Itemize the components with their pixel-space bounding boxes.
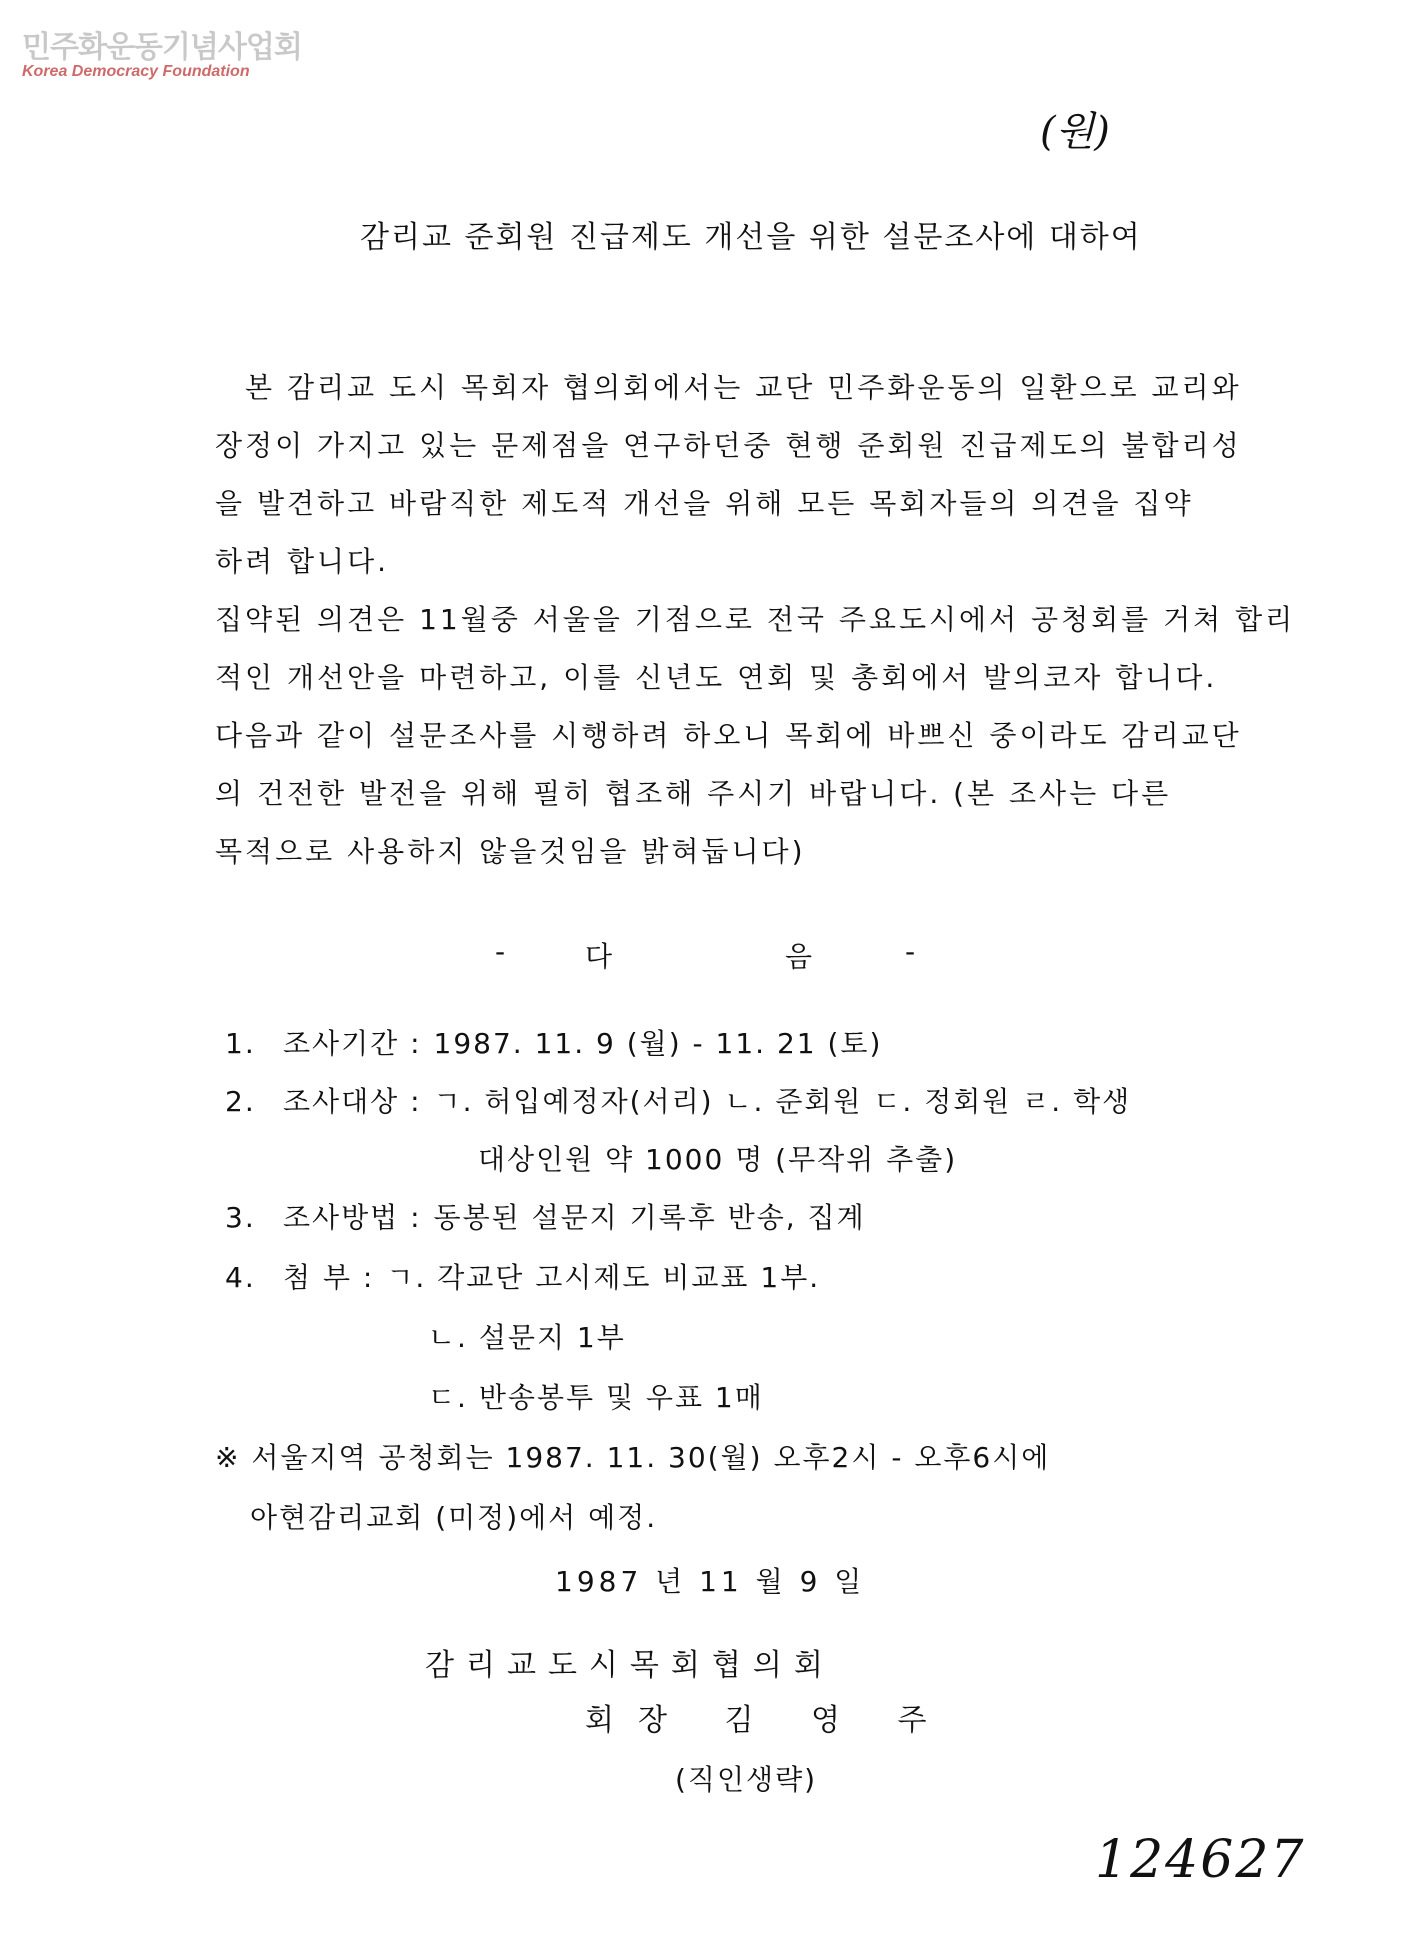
body-line: 장정이 가지고 있는 문제점을 연구하던중 현행 준회원 진급제도의 불합리성 xyxy=(215,429,1242,462)
handwritten-number: 124627 xyxy=(1095,1830,1306,1890)
note-line: 아현감리교회 (미정)에서 예정. xyxy=(250,1501,658,1534)
chair-name: 회장 김 영 주 xyxy=(585,1703,951,1738)
item-number: 1. xyxy=(225,1027,256,1060)
item-value: 동봉된 설문지 기록후 반송, 집계 xyxy=(433,1201,866,1234)
item-value: ㄱ. 각교단 고시제도 비교표 1부. xyxy=(386,1261,821,1294)
section-heading-dash-right: - xyxy=(905,935,916,968)
body-line: 적인 개선안을 마련하고, 이를 신년도 연회 및 총회에서 발의코자 합니다. xyxy=(215,661,1218,694)
item-label: 첨 부 : xyxy=(283,1261,375,1294)
item-number: 4. xyxy=(225,1261,256,1294)
item-label: 조사방법 : xyxy=(283,1201,422,1234)
body-line: 의 건전한 발전을 위해 필히 협조해 주시기 바랍니다. (본 조사는 다른 xyxy=(215,777,1172,810)
item-attachments xyxy=(225,1256,820,1296)
body-line: 을 발견하고 바람직한 제도적 개선을 위해 모든 목회자들의 의견을 집약 xyxy=(215,487,1194,520)
body-line: 본 감리교 도시 목회자 협의회에서는 교단 민주화운동의 일환으로 교리와 xyxy=(245,371,1242,404)
body-line: 다음과 같이 설문조사를 시행하려 하오니 목회에 바쁘신 중이라도 감리교단 xyxy=(215,719,1242,752)
note-line: ※ 서울지역 공청회는 1987. 11. 30(월) 오후2시 - 오후6시에 xyxy=(215,1441,1051,1474)
body-line: 집약된 의견은 11월중 서울을 기점으로 전국 주요도시에서 공청회를 거쳐 합리 xyxy=(215,603,1296,636)
item-attachment: ㄴ. 설문지 1부 xyxy=(428,1321,626,1354)
item-label: 조사대상 : xyxy=(283,1085,422,1118)
foundation-watermark-english: Korea Democracy Foundation xyxy=(22,63,250,80)
item-survey-method xyxy=(225,1196,866,1236)
item-survey-target-detail: 대상인원 약 1000 명 (무작위 추출) xyxy=(478,1143,958,1176)
item-label: 조사기간 : xyxy=(283,1027,422,1060)
document-title: 감리교 준회원 진급제도 개선을 위한 설문조사에 대하여 xyxy=(360,220,1142,255)
handwritten-mark: (원) xyxy=(1040,109,1110,155)
document-date: 1987 년 11 월 9 일 xyxy=(555,1565,866,1598)
section-heading-char1: 다 xyxy=(585,940,613,973)
section-heading-char2: 음 xyxy=(785,940,813,973)
body-line: 하려 합니다. xyxy=(215,545,390,578)
item-survey-period xyxy=(225,1022,882,1062)
item-number: 2. xyxy=(225,1085,256,1118)
item-value: ㄱ. 허입예정자(서리) ㄴ. 준회원 ㄷ. 정회원 ㄹ. 학생 xyxy=(433,1085,1132,1118)
section-heading-dash-left: - xyxy=(495,935,506,968)
item-attachment: ㄷ. 반송봉투 및 우표 1매 xyxy=(428,1381,764,1414)
body-line: 목적으로 사용하지 않을것임을 밝혀둡니다) xyxy=(215,835,806,868)
item-survey-target xyxy=(225,1080,1131,1120)
item-number: 3. xyxy=(225,1201,256,1234)
foundation-watermark-korean: 민주화운동기념사업회 xyxy=(22,30,302,65)
organization-name: 감리교도시목회협의회 xyxy=(425,1648,835,1683)
item-value: 1987. 11. 9 (월) - 11. 21 (토) xyxy=(433,1027,883,1060)
seal-note: (직인생략) xyxy=(675,1763,818,1796)
